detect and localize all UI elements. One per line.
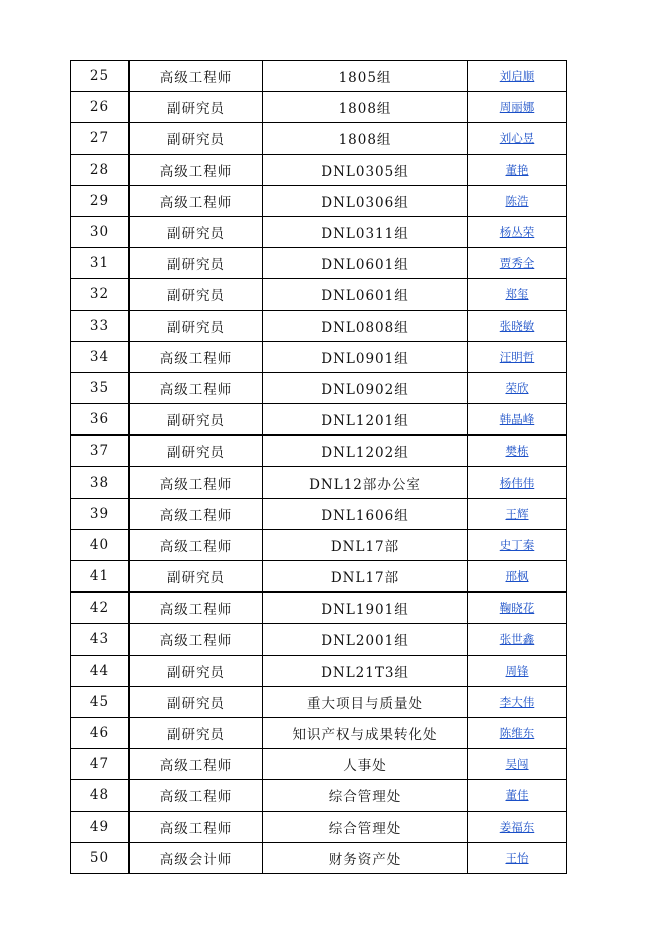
- department-cell: DNL1201组: [263, 404, 468, 436]
- job-title-cell: 高级工程师: [129, 498, 263, 529]
- row-number-cell: 35: [71, 372, 130, 403]
- person-name-link[interactable]: 杨丛荣: [499, 225, 535, 240]
- row-number-cell: 41: [71, 561, 130, 593]
- department-cell: 重大项目与质量处: [263, 686, 468, 717]
- row-number-cell: 36: [71, 404, 130, 436]
- job-title-cell: 高级工程师: [129, 467, 263, 498]
- table-row: [71, 61, 567, 92]
- person-name-cell: [468, 467, 567, 498]
- table-row: [71, 310, 567, 341]
- table-row: [71, 529, 567, 560]
- person-name-link[interactable]: 韩晶峰: [499, 412, 535, 427]
- person-name-cell: [468, 780, 567, 811]
- row-number-cell: 32: [71, 279, 130, 310]
- department-cell: 综合管理处: [263, 780, 468, 811]
- department-cell: DNL1202组: [263, 435, 468, 467]
- table-row: [71, 811, 567, 842]
- department-cell: DNL17部: [263, 529, 468, 560]
- job-title-cell: 副研究员: [129, 561, 263, 593]
- person-name-link[interactable]: 李大伟: [499, 694, 535, 709]
- person-name-cell: [468, 655, 567, 686]
- person-name-link[interactable]: 史丁秦: [499, 537, 535, 552]
- department-cell: DNL0902组: [263, 372, 468, 403]
- person-name-cell: [468, 92, 567, 123]
- job-title-cell: 高级会计师: [129, 842, 263, 873]
- person-name-cell: [468, 372, 567, 403]
- department-cell: DNL0808组: [263, 310, 468, 341]
- department-cell: 1805组: [263, 61, 468, 92]
- job-title-cell: 高级工程师: [129, 811, 263, 842]
- person-name-link[interactable]: 鞠晓花: [499, 601, 535, 616]
- table-row: [71, 467, 567, 498]
- row-number-cell: 50: [71, 842, 130, 873]
- table-row: [71, 717, 567, 748]
- person-name-link[interactable]: 王辉: [505, 506, 529, 521]
- department-cell: DNL2001组: [263, 624, 468, 655]
- table-row: [71, 123, 567, 154]
- person-name-link[interactable]: 周锋: [505, 663, 529, 678]
- person-name-cell: [468, 216, 567, 247]
- table-row: [71, 624, 567, 655]
- department-cell: DNL0901组: [263, 341, 468, 372]
- row-number-cell: 43: [71, 624, 130, 655]
- department-cell: 知识产权与成果转化处: [263, 717, 468, 748]
- table-row: [71, 216, 567, 247]
- table-row: [71, 842, 567, 873]
- row-number-cell: 49: [71, 811, 130, 842]
- department-cell: DNL0305组: [263, 154, 468, 185]
- table-row: [71, 435, 567, 467]
- row-number-cell: 31: [71, 248, 130, 279]
- department-cell: DNL0601组: [263, 279, 468, 310]
- person-name-link[interactable]: 刘心昱: [499, 131, 535, 146]
- department-cell: DNL12部办公室: [263, 467, 468, 498]
- person-name-link[interactable]: 陈浩: [505, 193, 529, 208]
- row-number-cell: 30: [71, 216, 130, 247]
- department-cell: DNL0601组: [263, 248, 468, 279]
- person-name-cell: [468, 624, 567, 655]
- job-title-cell: 高级工程师: [129, 185, 263, 216]
- department-cell: 综合管理处: [263, 811, 468, 842]
- job-title-cell: 高级工程师: [129, 592, 263, 624]
- person-name-link[interactable]: 邢枫: [505, 569, 529, 584]
- table-row: [71, 185, 567, 216]
- job-title-cell: 高级工程师: [129, 61, 263, 92]
- row-number-cell: 27: [71, 123, 130, 154]
- row-number-cell: 45: [71, 686, 130, 717]
- person-name-link[interactable]: 陈维东: [499, 726, 535, 741]
- person-name-link[interactable]: 董艳: [505, 162, 529, 177]
- person-name-cell: [468, 717, 567, 748]
- job-title-cell: 副研究员: [129, 404, 263, 436]
- table-row: [71, 404, 567, 436]
- job-title-cell: 副研究员: [129, 435, 263, 467]
- person-name-link[interactable]: 贾秀全: [499, 256, 535, 271]
- department-cell: 1808组: [263, 92, 468, 123]
- job-title-cell: 高级工程师: [129, 341, 263, 372]
- person-name-cell: [468, 842, 567, 873]
- table-row: [71, 561, 567, 593]
- person-name-cell: [468, 592, 567, 624]
- department-cell: 人事处: [263, 749, 468, 780]
- person-name-cell: [468, 310, 567, 341]
- person-name-link[interactable]: 杨伟伟: [499, 475, 535, 490]
- row-number-cell: 40: [71, 529, 130, 560]
- job-title-cell: 副研究员: [129, 216, 263, 247]
- job-title-cell: 副研究员: [129, 717, 263, 748]
- table-row: [71, 248, 567, 279]
- person-name-cell: [468, 811, 567, 842]
- department-cell: 财务资产处: [263, 842, 468, 873]
- job-title-cell: 副研究员: [129, 248, 263, 279]
- person-name-link[interactable]: 汪明哲: [499, 349, 535, 364]
- person-name-link[interactable]: 张世鑫: [499, 632, 535, 647]
- person-name-cell: [468, 154, 567, 185]
- person-name-cell: [468, 686, 567, 717]
- person-name-link[interactable]: 郑玺: [505, 287, 529, 302]
- department-cell: DNL1606组: [263, 498, 468, 529]
- job-title-cell: 副研究员: [129, 279, 263, 310]
- job-title-cell: 副研究员: [129, 123, 263, 154]
- person-name-link[interactable]: 王怡: [505, 850, 529, 865]
- department-cell: DNL0306组: [263, 185, 468, 216]
- job-title-cell: 高级工程师: [129, 624, 263, 655]
- table-row: [71, 655, 567, 686]
- row-number-cell: 39: [71, 498, 130, 529]
- table-row: [71, 372, 567, 403]
- row-number-cell: 29: [71, 185, 130, 216]
- row-number-cell: 38: [71, 467, 130, 498]
- person-name-cell: [468, 404, 567, 436]
- department-cell: DNL21T3组: [263, 655, 468, 686]
- person-name-cell: [468, 185, 567, 216]
- job-title-cell: 副研究员: [129, 310, 263, 341]
- job-title-cell: 高级工程师: [129, 154, 263, 185]
- row-number-cell: 48: [71, 780, 130, 811]
- person-name-cell: [468, 123, 567, 154]
- person-name-cell: [468, 61, 567, 92]
- job-title-cell: 高级工程师: [129, 780, 263, 811]
- job-title-cell: 副研究员: [129, 686, 263, 717]
- department-cell: DNL0311组: [263, 216, 468, 247]
- person-name-cell: [468, 529, 567, 560]
- person-name-link[interactable]: 樊栋: [505, 444, 529, 459]
- person-name-cell: [468, 279, 567, 310]
- row-number-cell: 26: [71, 92, 130, 123]
- table-row: [71, 780, 567, 811]
- row-number-cell: 25: [71, 61, 130, 92]
- row-number-cell: 47: [71, 749, 130, 780]
- person-name-link[interactable]: 张晓敏: [499, 318, 535, 333]
- job-title-cell: 高级工程师: [129, 749, 263, 780]
- row-number-cell: 42: [71, 592, 130, 624]
- person-name-link[interactable]: 董佳: [505, 788, 529, 803]
- row-number-cell: 44: [71, 655, 130, 686]
- personnel-table: [70, 60, 567, 874]
- table-row: [71, 592, 567, 624]
- person-name-cell: [468, 749, 567, 780]
- person-name-cell: [468, 435, 567, 467]
- personnel-table-body: [71, 61, 567, 874]
- person-name-cell: [468, 341, 567, 372]
- person-name-cell: [468, 498, 567, 529]
- row-number-cell: 28: [71, 154, 130, 185]
- row-number-cell: 37: [71, 435, 130, 467]
- table-row: [71, 686, 567, 717]
- table-row: [71, 498, 567, 529]
- job-title-cell: 高级工程师: [129, 529, 263, 560]
- person-name-cell: [468, 561, 567, 593]
- department-cell: DNL17部: [263, 561, 468, 593]
- person-name-cell: [468, 248, 567, 279]
- person-name-link[interactable]: 刘启顺: [499, 69, 535, 84]
- person-name-link[interactable]: 吴闯: [505, 757, 529, 772]
- row-number-cell: 33: [71, 310, 130, 341]
- table-row: [71, 341, 567, 372]
- person-name-link[interactable]: 荣欣: [505, 380, 529, 395]
- person-name-link[interactable]: 周丽娜: [499, 100, 535, 115]
- department-cell: 1808组: [263, 123, 468, 154]
- table-row: [71, 154, 567, 185]
- department-cell: DNL1901组: [263, 592, 468, 624]
- table-row: [71, 749, 567, 780]
- job-title-cell: 副研究员: [129, 92, 263, 123]
- person-name-link[interactable]: 姜福东: [499, 819, 535, 834]
- row-number-cell: 46: [71, 717, 130, 748]
- table-row: [71, 279, 567, 310]
- job-title-cell: 副研究员: [129, 655, 263, 686]
- table-row: [71, 92, 567, 123]
- row-number-cell: 34: [71, 341, 130, 372]
- job-title-cell: 高级工程师: [129, 372, 263, 403]
